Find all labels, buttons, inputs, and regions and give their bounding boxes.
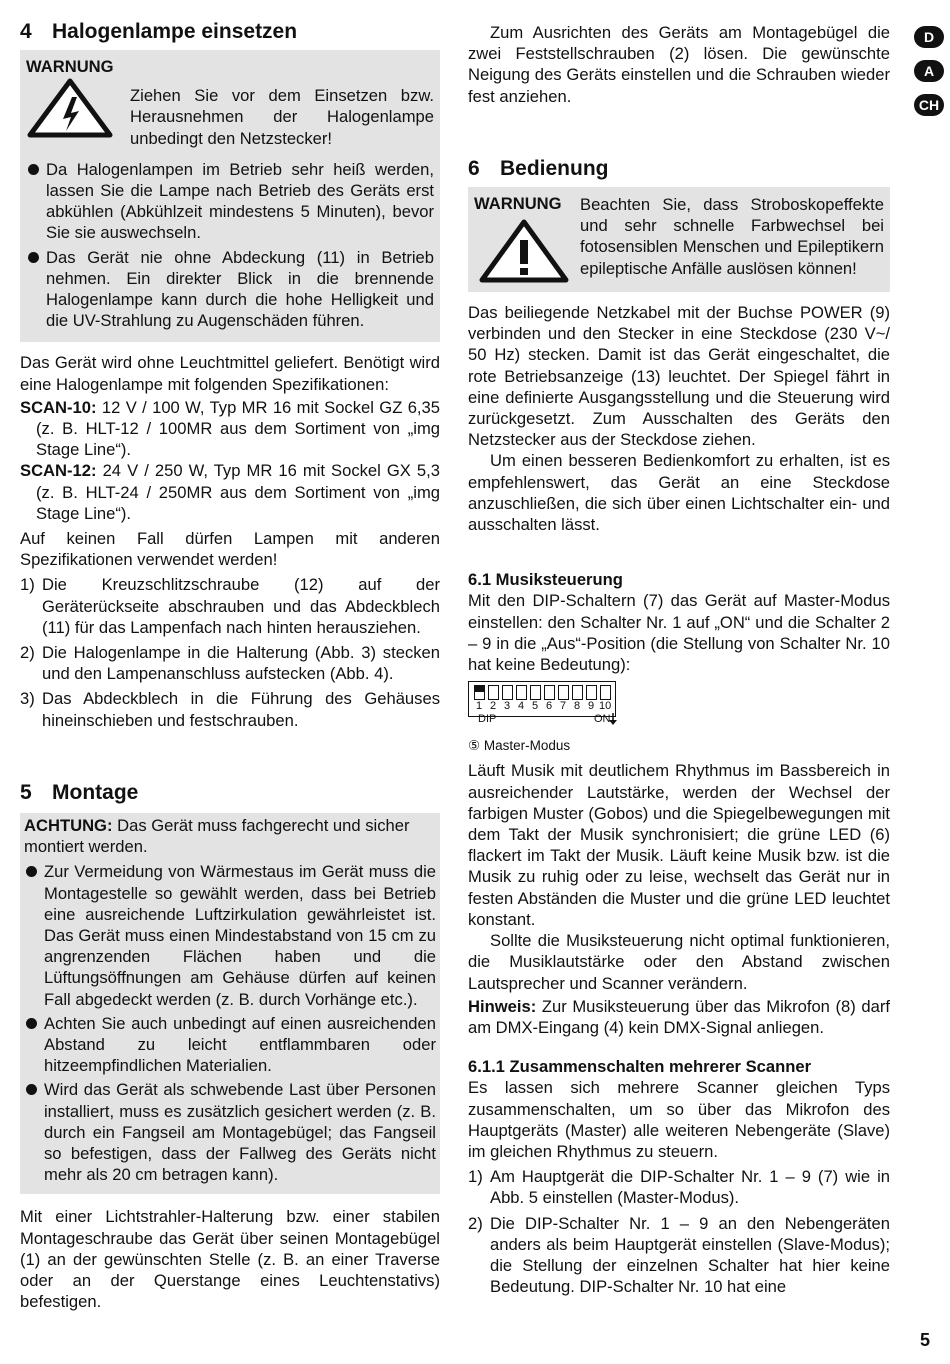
paragraph: Es lassen sich mehrere Scanner gleichen Typs zusammenschalten, um so über das Mikrofon des Hauptgeräts (Master) alle weiteren Nebengeräte (Slave) im gleichen Rhythmus zu steuern. bbox=[468, 1078, 890, 1161]
spec-scan-12: SCAN-12: 24 V / 250 W, Typ MR 16 mit Sockel GX 5,3 (z. B. HLT-24 / 250MR aus dem Sortiment von „img Stage Line“). bbox=[20, 461, 440, 523]
dip-switch-number: 1 bbox=[476, 700, 483, 713]
dip-switch bbox=[572, 685, 583, 700]
slave-steps-list bbox=[468, 1166, 890, 1297]
electric-hazard-icon bbox=[26, 77, 118, 139]
lang-tab-ch[interactable]: CH bbox=[914, 94, 944, 116]
right-column bbox=[468, 22, 890, 1301]
paragraph: Mit den DIP-Schaltern (7) das Gerät auf Master-Modus einstellen: den Schalter Nr. 1 auf „ON“ und die Schalter 2 – 9 in die „Aus“-Position (die Stellung von Schalter Nr. 10 hat keine Bedeutung): bbox=[468, 591, 890, 675]
section-6-1-heading: 6.1 Musiksteuerung bbox=[468, 570, 623, 590]
dip-switch-number: 2 bbox=[490, 700, 497, 713]
lang-tab-d[interactable]: D bbox=[914, 26, 944, 48]
dip-switch-number: 7 bbox=[560, 700, 567, 713]
list-item: 1) Die Kreuzschlitzschraube (12) auf der Geräterückseite abschrauben und das Abdeckblech (11) für das Lampenfach nach hinten herausziehen. bbox=[20, 575, 440, 637]
spec-scan-10: SCAN-10: 12 V / 100 W, Typ MR 16 mit Sockel GZ 6,35 (z. B. HLT-12 / 100MR aus dem Sortiment von „img Stage Line“). bbox=[20, 397, 440, 460]
arrow-down-icon bbox=[609, 713, 617, 725]
dip-switch bbox=[488, 685, 499, 700]
list-item: Zur Vermeidung von Wärmestaus im Gerät muss die Montagestelle so gewählt werden, dass bei Betrieb eine ausreichende Luftzirkulation gewährleistet ist. Das Gerät muss einen Mindestabstand von 15 cm zu angrenzenden Flächen haben und die Lüftungsöffnungen am Gehäuse dürfen auf keinen Fall abgedeckt werden (z. B. durch Vorhänge etc.). bbox=[24, 861, 436, 1009]
dip-switch-number: 8 bbox=[574, 700, 581, 713]
caution-box-mounting bbox=[20, 813, 440, 1194]
paragraph: Mit einer Lichtstrahler-Halterung bzw. einer stabilen Montageschraube das Gerät über seinen Montagebügel (1) an der gewünschten Stelle (z. B. an einer Traverse oder an der Querstange eines Leuchtenstativs) befestigen. bbox=[20, 1207, 440, 1312]
dip-switch bbox=[516, 685, 527, 700]
dip-switch-diagram bbox=[468, 681, 616, 729]
list-item: Da Halogenlampen im Betrieb sehr heiß werden, lassen Sie die Lampe nach Betrieb des Geräts erst abkühlen (Abkühlzeit mindestens 5 Minuten), bevor Sie sie auswechseln. bbox=[26, 159, 434, 244]
hint-paragraph: Hinweis: Zur Musiksteuerung über das Mikrofon (8) darf am DMX-Eingang (4) kein DMX-Signal anliegen. bbox=[468, 996, 890, 1037]
paragraph: Sollte die Musiksteuerung nicht optimal funktionieren, die Musiklautstärke oder den Abstand zwischen Lautsprecher und Scanner verändern. bbox=[468, 931, 890, 993]
lamp-safety-list bbox=[26, 159, 434, 332]
list-item: 3) Das Abdeckblech in die Führung des Gehäuses hineinschieben und festschrauben. bbox=[20, 689, 440, 730]
dip-switch bbox=[502, 685, 513, 700]
paragraph: Das Gerät wird ohne Leuchtmittel geliefert. Benötigt wird eine Halogenlampe mit folgenden Spezifikationen: bbox=[20, 353, 440, 394]
paragraph: Läuft Musik mit deutlichem Rhythmus im Bassbereich in ausreichender Lautstärke, werden der Wechsel der farbigen Muster (Gobos) und die Spiegelbewegungen mit dem Takt der Musik synchronisiert; die grüne LED (6) flackert im Takt der Musik. Läuft keine Musik bzw. ist die Musik zu ruhig oder zu leise, wechselt das Gerät nur in festen Abständen die Muster und die grüne LED leuchtet konstant. bbox=[468, 761, 890, 929]
page-number: 5 bbox=[920, 1330, 931, 1350]
dip-switch bbox=[586, 685, 597, 700]
dip-switch bbox=[530, 685, 541, 700]
dip-switch-number: 6 bbox=[546, 700, 553, 713]
list-item: Wird das Gerät als schwebende Last über Personen installiert, muss es zusätzlich gesichert werden (z. B. durch ein Fangseil am Montagebügel; das Fangseil so befestigen, dass der Fallweg des Geräts nicht mehr als 20 cm betragen kann). bbox=[24, 1079, 436, 1185]
paragraph: Auf keinen Fall dürfen Lampen mit anderen Spezifikationen verwendet werden! bbox=[20, 529, 440, 570]
section-4-heading: 4 Halogenlampe einsetzen bbox=[20, 20, 298, 43]
paragraph: Zum Ausrichten des Geräts am Montagebügel die zwei Feststellschrauben (2) lösen. Die gewünschte Neigung des Geräts einstellen und die Schrauben wieder fest anziehen. bbox=[468, 23, 890, 106]
section-6-1-1-heading: 6.1.1 Zusammenschalten mehrerer Scanner bbox=[468, 1057, 812, 1077]
lang-tab-a[interactable]: A bbox=[914, 60, 944, 82]
warning-box-strobe bbox=[468, 187, 890, 292]
dip-switch-number: 5 bbox=[532, 700, 539, 713]
dip-on-label: ON bbox=[594, 713, 611, 726]
warning-label: WARNUNG bbox=[474, 193, 562, 213]
paragraph: Das beiliegende Netzkabel mit der Buchse POWER (9) verbinden und den Stecker in eine Steckdose (230 V~/ 50 Hz) stecken. Damit ist das Gerät eingeschaltet, die rote Betriebsanzeige (13) leuchtet. Der Spiegel fährt in eine definierte Ausgangsstellung und die Steuerung wird zurückgesetzt. Zum Ausschalten des Geräts den Netzstecker aus der Steckdose ziehen. bbox=[468, 303, 890, 450]
list-item: Das Gerät nie ohne Abdeckung (11) in Betrieb nehmen. Ein direkter Blick in die brennende Halogenlampe kann durch die hohe Helligkeit und die UV-Strahlung zu Augenschäden führen. bbox=[26, 247, 434, 332]
figure-caption: ⑤ Master-Modus bbox=[468, 738, 571, 754]
dip-label: DIP bbox=[478, 713, 497, 726]
left-column bbox=[20, 18, 440, 1312]
warning-label: WARNUNG bbox=[26, 57, 114, 76]
lamp-steps-list bbox=[20, 574, 440, 730]
dip-switch bbox=[474, 685, 485, 700]
paragraph: Um einen besseren Bedienkomfort zu erhalten, ist es empfehlenswert, das Gerät an eine Steckdose anzuschließen, die sich über einen Lichtschalter ein- und ausschalten lässt. bbox=[468, 451, 890, 535]
dip-switch bbox=[558, 685, 569, 700]
list-item: 2) Die DIP-Schalter Nr. 1 – 9 an den Nebengeräten anders als beim Hauptgerät einstellen (Slave-Modus); die Stellung der einzelnen Schalter hat hier keine Bedeutung. DIP-Schalter Nr. 10 hat eine bbox=[468, 1213, 890, 1297]
list-item: Achten Sie auch unbedingt auf einen ausreichenden Abstand zu leicht entflammbaren oder hitzeempfindlichen Materialien. bbox=[24, 1013, 436, 1077]
caution-text: ACHTUNG: Das Gerät muss fachgerecht und sicher montiert werden. bbox=[24, 815, 410, 857]
dip-switch-number: 9 bbox=[588, 700, 595, 713]
section-6-heading: 6 Bedienung bbox=[468, 156, 609, 180]
list-item: 1) Am Hauptgerät die DIP-Schalter Nr. 1 – 9 (7) wie in Abb. 5 einstellen (Master-Modus). bbox=[468, 1167, 890, 1208]
dip-switch bbox=[600, 685, 611, 700]
dip-switch-number: 10 bbox=[599, 700, 612, 713]
warning-text: Beachten Sie, dass Stroboskopeffekte und sehr schnelle Farbwechsel bei fotosensiblen Menschen und Epileptikern epileptische Anfälle auslösen können! bbox=[580, 195, 884, 278]
dip-switch bbox=[544, 685, 555, 700]
warning-box-lamp bbox=[20, 50, 440, 342]
section-5-heading: 5 Montage bbox=[20, 780, 139, 804]
mounting-safety-list bbox=[24, 861, 436, 1185]
list-item: 2) Die Halogenlampe in die Halterung (Abb. 3) stecken und den Lampenanschluss aufstecken (Abb. 4). bbox=[20, 643, 440, 684]
exclamation-warning-icon bbox=[474, 218, 574, 284]
dip-switch-knob bbox=[475, 686, 484, 692]
dip-switch-number: 3 bbox=[504, 700, 511, 713]
dip-switch-number: 4 bbox=[518, 700, 525, 713]
warning-text: Ziehen Sie vor dem Einsetzen bzw. Herausnehmen der Halogenlampe unbedingt den Netzstecker! bbox=[130, 86, 434, 148]
